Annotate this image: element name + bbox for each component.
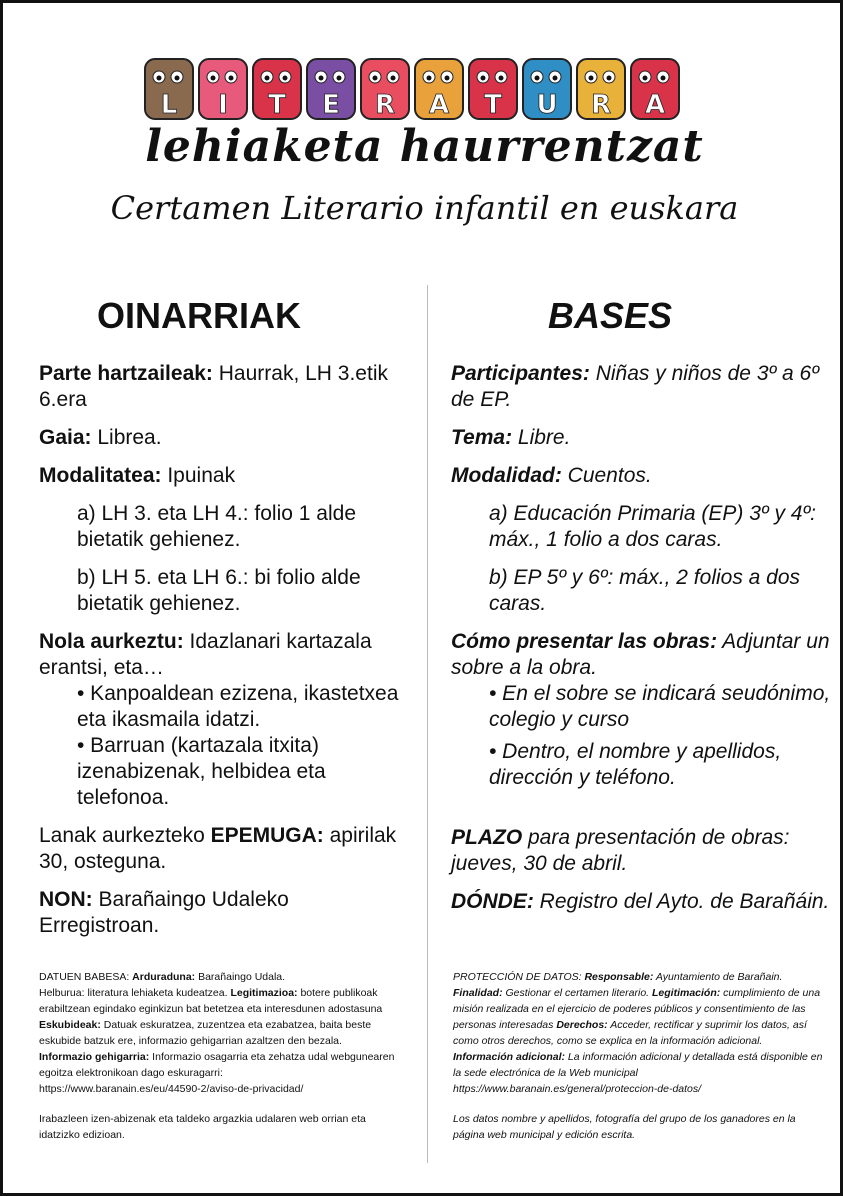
- modality-item-b: b) LH 5. eta LH 6.: bi folio alde bietatik gehienez.: [77, 566, 361, 615]
- privacy-es-body: Finalidad: Gestionar el certamen literario. Legitimación: cumplimiento de una misión realizada en el ejercicio de poderes públicos y consentimiento de las personas interesadas Derechos: Acceder, rectificar y suprimir los datos, así como otros derechos, como se explica en la información adicional.: [453, 987, 821, 1047]
- logo-letter: [307, 59, 355, 120]
- modality-es: Modalidad: Cuentos.: [451, 464, 652, 487]
- deadline: Lanak aurkezteko EPEMUGA: apirilak 30, osteguna.: [39, 824, 397, 873]
- logo-letter: [469, 59, 517, 120]
- logo-letter: [523, 59, 571, 120]
- where-es: DÓNDE: Registro del Ayto. de Barañáin.: [451, 890, 830, 913]
- svg-text:L: L: [160, 90, 178, 120]
- privacy-es-url[interactable]: https://www.baranain.es/general/proteccion-de-datos/: [453, 1083, 702, 1095]
- submit-bullet-1: • Kanpoaldean ezizena, ikastetxea eta ikasmaila idatzi.: [77, 682, 399, 731]
- svg-text:U: U: [536, 90, 558, 120]
- submit-bullet-2: • Barruan (kartazala itxita) izenabizenak, helbidea eta telefonoa.: [77, 734, 326, 809]
- subtitle: lehiaketa haurrentzat: [145, 121, 704, 172]
- privacy-eu-url[interactable]: https://www.baranain.es/eu/44590-2/aviso-de-privacidad/: [39, 1083, 304, 1095]
- left-column: [39, 295, 409, 951]
- svg-text:T: T: [268, 90, 286, 120]
- literatura-logo: [143, 53, 703, 123]
- svg-text:A: A: [428, 90, 450, 120]
- logo-letter: [631, 59, 679, 120]
- logo-letter: [361, 59, 409, 120]
- privacy-eu-note: Irabazleen izen-abizenak eta taldeko argazkia udalaren web orrian eta idatzizko edizioan.: [39, 1113, 366, 1141]
- modality-es-item-b: b) EP 5º y 6º: máx., 2 folios a dos caras.: [489, 566, 801, 615]
- svg-text:E: E: [322, 90, 340, 120]
- where: NON: Barañaingo Udaleko Erregistroan.: [39, 888, 289, 937]
- logo-letter: [415, 59, 463, 120]
- privacy-es-info: Información adicional: La información adicional y detallada está disponible en la sede electrónica de la Web municipal: [453, 1051, 823, 1079]
- privacy-es: [453, 969, 823, 1143]
- logo-letter: [253, 59, 301, 120]
- how-to-submit-es: Cómo presentar las obras: Adjuntar un sobre a la obra.: [451, 630, 830, 679]
- logo-letter: [577, 59, 625, 120]
- topic: Gaia: Librea.: [39, 426, 162, 449]
- topic-es: Tema: Libre.: [451, 426, 571, 449]
- modality-item-a: a) LH 3. eta LH 4.: folio 1 alde bietatik gehienez.: [77, 502, 356, 551]
- modality: Modalitatea: Ipuinak: [39, 464, 236, 487]
- privacy-es-responsible: PROTECCIÓN DE DATOS: Responsable: Ayuntamiento de Barañain.: [453, 971, 783, 983]
- participants-es: Participantes: Niñas y niños de 3º a 6º de EP.: [451, 362, 819, 411]
- right-column: [451, 295, 831, 927]
- participants: Parte hartzaileak: Haurrak, LH 3.etik 6.era: [39, 362, 388, 411]
- submit-es-bullet-1: • En el sobre se indicará seudónimo, colegio y curso: [489, 682, 831, 731]
- svg-text:T: T: [484, 90, 502, 120]
- privacy-eu-responsible: DATUEN BABESA: Arduraduna: Barañaingo Udala.: [39, 971, 286, 983]
- svg-text:I: I: [218, 90, 228, 120]
- svg-text:R: R: [374, 90, 396, 120]
- left-heading: OINARRIAK: [97, 295, 301, 336]
- modality-es-item-a: a) Educación Primaria (EP) 3º y 4º: máx., 1 folio a dos caras.: [489, 502, 816, 551]
- privacy-eu: [39, 969, 409, 1143]
- privacy-eu-info: Informazio gehigarria: Informazio osagarria eta zehatza udal webgunearen egoitza elektronikoan dago eskuragarri:: [39, 1051, 395, 1079]
- right-heading: BASES: [547, 295, 673, 336]
- privacy-es-note: Los datos nombre y apellidos, fotografía del grupo de los ganadores en la página web municipal y edición escrita.: [453, 1113, 796, 1141]
- deadline-es: PLAZO para presentación de obras: jueves, 30 de abril.: [451, 826, 790, 875]
- logo-letter: [145, 59, 193, 120]
- svg-text:A: A: [644, 90, 666, 120]
- privacy-eu-body: Helburua: literatura lehiaketa kudeatzea. Legitimazioa: botere publikoak erabiltzean egindako eginkizun bat betetzea eta interesdunen adostasuna: [39, 987, 383, 1015]
- how-to-submit: Nola aurkeztu: Idazlanari kartazala erantsi, eta…: [39, 630, 372, 679]
- svg-text:R: R: [590, 90, 612, 120]
- logo-letter: [199, 59, 247, 120]
- subtitle-es: Certamen Literario infantil en euskara: [110, 189, 739, 227]
- column-divider: [427, 285, 428, 1163]
- privacy-eu-rights: Eskubideak: Datuak eskuratzea, zuzentzea eta ezabatzea, baita beste eskubide batzuk ere, informazio gehigarrian azaltzen den bezala.: [39, 1019, 372, 1047]
- submit-es-bullet-2: • Dentro, el nombre y apellidos, dirección y teléfono.: [489, 740, 782, 789]
